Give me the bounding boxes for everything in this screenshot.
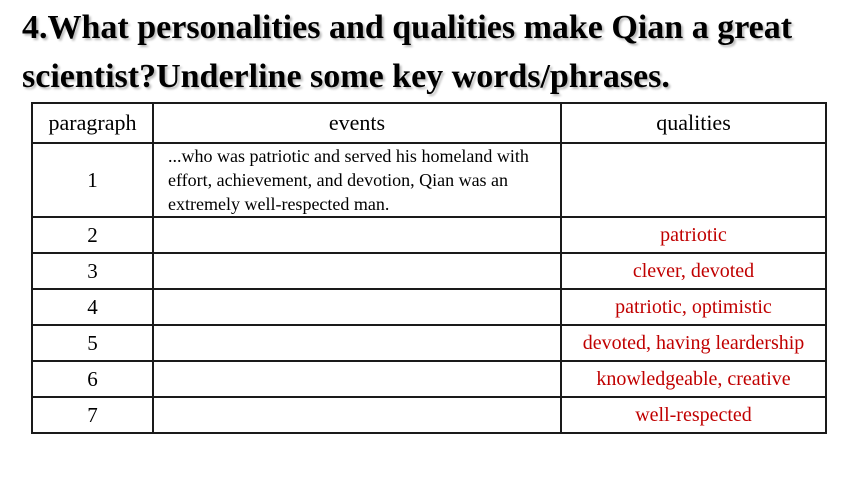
header-qualities: qualities: [561, 103, 826, 143]
qualities-cell: knowledgeable, creative: [561, 361, 826, 397]
events-cell: [153, 289, 561, 325]
events-cell: [153, 361, 561, 397]
events-cell: [153, 217, 561, 253]
table-row: [32, 325, 826, 361]
table-row: [32, 143, 826, 217]
paragraph-number: 1: [32, 143, 153, 217]
events-cell: ...who was patriotic and served his homeland with effort, achievement, and devotion, Qian was an extremely well-respected man.: [153, 143, 561, 217]
paragraph-number: 4: [32, 289, 153, 325]
paragraph-number: 6: [32, 361, 153, 397]
table-header-row: [32, 103, 826, 143]
events-cell: [153, 325, 561, 361]
qualities-cell: devoted, having leardership: [561, 325, 826, 361]
table-row: [32, 397, 826, 433]
question-heading-line-1: 4.What personalities and qualities make Qian a great: [22, 9, 793, 46]
paragraph-number: 5: [32, 325, 153, 361]
question-heading-line-2: scientist?Underline some key words/phrases.: [22, 58, 670, 95]
qualities-cell: patriotic, optimistic: [561, 289, 826, 325]
table-row: [32, 361, 826, 397]
qualities-cell: [561, 143, 826, 217]
personality-qualities-table: [31, 102, 827, 434]
paragraph-number: 3: [32, 253, 153, 289]
header-paragraph: paragraph: [32, 103, 153, 143]
events-cell: [153, 397, 561, 433]
events-cell: [153, 253, 561, 289]
table-row: [32, 217, 826, 253]
qualities-cell: clever, devoted: [561, 253, 826, 289]
qualities-cell: patriotic: [561, 217, 826, 253]
paragraph-number: 7: [32, 397, 153, 433]
paragraph-number: 2: [32, 217, 153, 253]
header-events: events: [153, 103, 561, 143]
qualities-cell: well-respected: [561, 397, 826, 433]
table-row: [32, 289, 826, 325]
table-row: [32, 253, 826, 289]
